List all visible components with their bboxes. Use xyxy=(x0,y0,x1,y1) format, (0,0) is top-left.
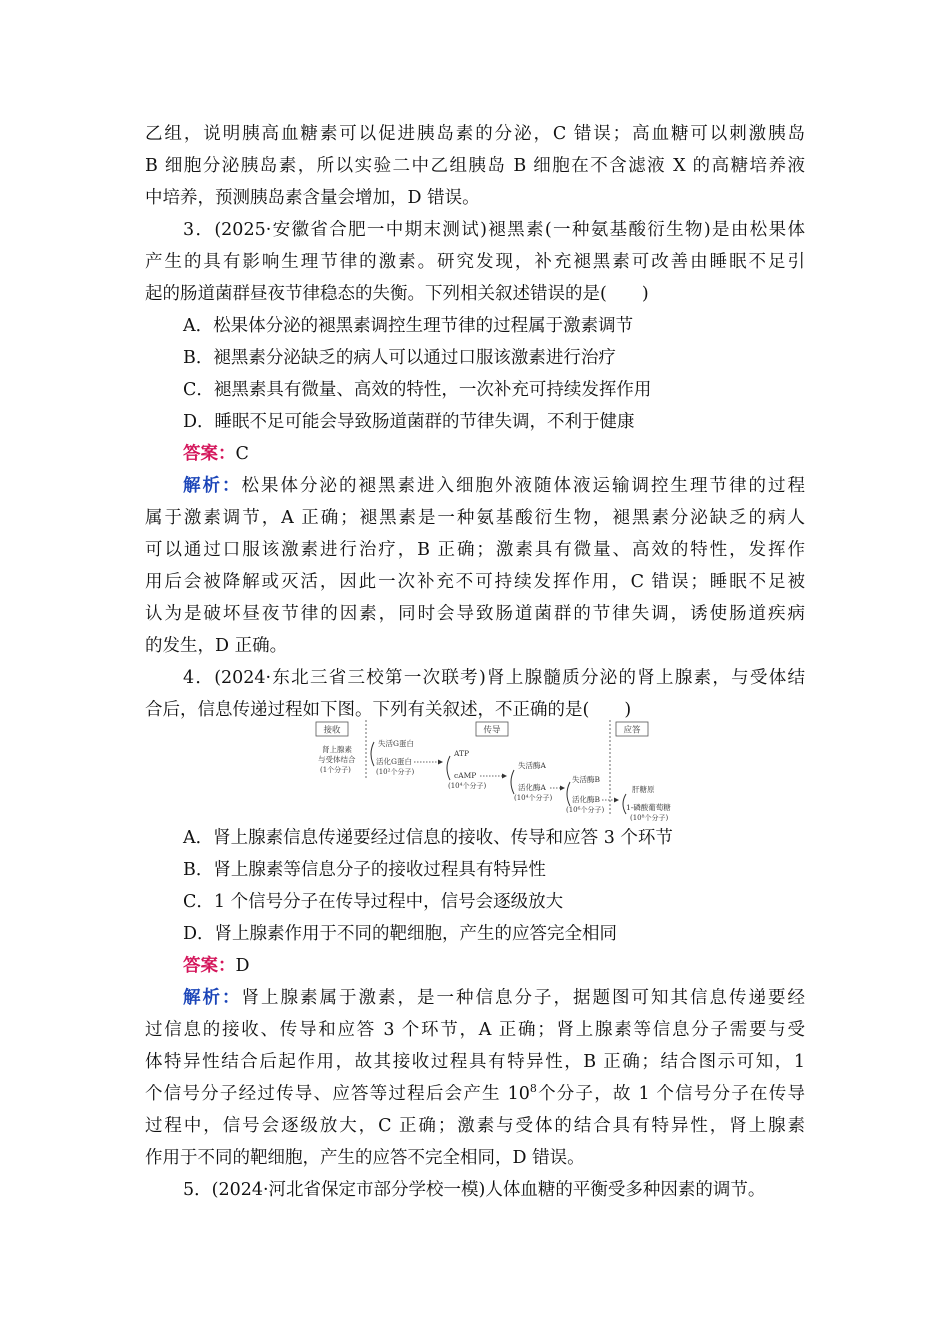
question-4-option-a: A．肾上腺素信息传递要经过信息的接收、传导和应答 3 个环节 xyxy=(183,828,673,848)
camp-label: cAMP xyxy=(454,771,477,780)
enzyme-b-active: 活化酶B xyxy=(572,795,601,804)
question-3-stem: 3．(2025·安徽省合肥一中期末测试)褪黑素(一种氨基酸衍生物)是由松果体 xyxy=(183,220,805,240)
signal-cascade-figure xyxy=(310,718,680,824)
question-4-option-c: C．1 个信号分子在传导过程中，信号会逐级放大 xyxy=(183,892,564,912)
question-3-stem: 产生的具有影响生理节律的激素。研究发现，补充褪黑素可改善由睡眠不足引 xyxy=(145,252,805,272)
question-3-answer xyxy=(183,440,843,468)
bracket-shape xyxy=(567,782,570,806)
explanation-text: 个分子，故 1 个信号分子在传导 xyxy=(536,1084,805,1104)
g1p-label: 1-磷酸葡萄糖 xyxy=(626,803,671,812)
bracket-shape xyxy=(447,756,450,780)
explanation-line: 的发生，D 正确。 xyxy=(145,636,288,656)
question-3-option-d: D．睡眠不足可能会导致肠道菌群的节律失调，不利于健康 xyxy=(183,412,635,432)
explanation-line: 认为是破坏昼夜节律的因素，同时会导致肠道菌群的节律失调，诱使肠道疾病 xyxy=(145,604,805,624)
enzyme-b-count: (10⁶个分子) xyxy=(566,806,605,814)
hormone-label: 肾上腺素 xyxy=(322,745,352,754)
answer-label: 答案： xyxy=(183,956,236,976)
question-4-stem: 4．(2024·东北三省三校第一次联考)肾上腺髓质分泌的肾上腺素，与受体结 xyxy=(183,668,805,688)
question-4-answer xyxy=(183,952,843,980)
question-4-stem: 合后，信息传递过程如下图。下列有关叙述，不正确的是( ) xyxy=(145,700,632,720)
question-3-option-c: C．褪黑素具有微量、高效的特性，一次补充可持续发挥作用 xyxy=(183,380,652,400)
arrow-head xyxy=(502,774,507,779)
explanation-text: 松果体分泌的褪黑素进入细胞外液随体液运输调控生理节律的过程 xyxy=(241,476,805,496)
explanation-line: 体特异性结合后起作用，故其接收过程具有特异性，B 正确；结合图示可知，1 xyxy=(145,1052,805,1072)
enzyme-a-count: (10⁴个分子) xyxy=(514,794,553,802)
arrow-head xyxy=(614,798,619,803)
stage-respond-label: 应答 xyxy=(623,725,641,736)
g1p-count: (10⁸个分子) xyxy=(630,814,669,822)
g-protein-inactive: 失活G蛋白 xyxy=(378,739,414,748)
explanation-label: 解析： xyxy=(183,988,242,1008)
question-4-option-d: D．肾上腺素作用于不同的靶细胞，产生的应答完全相同 xyxy=(183,924,618,944)
answer-label: 答案： xyxy=(183,444,236,464)
explanation-label: 解析： xyxy=(183,476,242,496)
enzyme-a-active: 活化酶A xyxy=(518,783,546,792)
explanation-line: 用后会被降解或灭活，因此一次补充不可持续发挥作用，C 错误；睡眠不足被 xyxy=(145,572,805,592)
text-line: 中培养，预测胰岛素含量会增加，D 错误。 xyxy=(145,188,480,208)
question-3-option-a: A．松果体分泌的褪黑素调控生理节律的过程属于激素调节 xyxy=(183,316,634,336)
bracket-shape xyxy=(371,742,374,766)
explanation-line: 过程中，信号会逐级放大，C 正确；激素与受体的结合具有特异性，肾上腺素 xyxy=(145,1116,805,1136)
arrow-head xyxy=(560,786,565,791)
explanation-line: 属于激素调节，A 正确；褪黑素是一种氨基酸衍生物，褪黑素分泌缺乏的病人 xyxy=(145,508,805,528)
explanation-line: 作用于不同的靶细胞，产生的应答不完全相同，D 错误。 xyxy=(145,1148,585,1168)
atp-label: ATP xyxy=(454,749,470,758)
question-5-stem: 5．(2024·河北省保定市部分学校一模)人体血糖的平衡受多种因素的调节。 xyxy=(183,1180,766,1200)
explanation-text: 个信号分子经过传导、应答等过程后会产生 10 xyxy=(145,1084,530,1104)
camp-count: (10⁴个分子) xyxy=(448,782,487,790)
g-protein-active: 活化G蛋白 xyxy=(376,757,412,766)
stage-conduct-label: 传导 xyxy=(483,725,501,736)
g-protein-count: (10²个分子) xyxy=(376,768,415,776)
question-4-explanation xyxy=(183,984,805,1012)
hormone-count: (1个分子) xyxy=(320,766,351,774)
question-4-option-b: B．肾上腺素等信息分子的接收过程具有特异性 xyxy=(183,860,546,880)
bracket-shape xyxy=(511,770,514,794)
hormone-label: 与受体结合 xyxy=(318,755,356,764)
text-line: 乙组，说明胰高血糖素可以促进胰岛素的分泌，C 错误；高血糖可以刺激胰岛 xyxy=(145,124,805,144)
question-3-stem: 起的肠道菌群昼夜节律稳态的失衡。下列相关叙述错误的是( ) xyxy=(145,284,649,304)
text-line: B 细胞分泌胰岛素，所以实验二中乙组胰岛 B 细胞在不含滤液 X 的高糖培养液 xyxy=(145,156,805,176)
explanation-line: 可以通过口服该激素进行治疗，B 正确；激素具有微量、高效的特性，发挥作 xyxy=(145,540,805,560)
enzyme-a-inactive: 失活酶A xyxy=(518,761,546,770)
question-3-option-b: B．褪黑素分泌缺乏的病人可以通过口服该激素进行治疗 xyxy=(183,348,616,368)
stage-receive-label: 接收 xyxy=(323,725,341,736)
explanation-line xyxy=(145,1080,805,1108)
answer-value: C xyxy=(235,444,249,464)
explanation-line: 过信息的接收、传导和应答 3 个环节，A 正确；肾上腺素等信息分子需要与受 xyxy=(145,1020,805,1040)
enzyme-b-inactive: 失活酶B xyxy=(572,775,601,784)
explanation-text: 肾上腺素属于激素，是一种信息分子，据题图可知其信息传递要经 xyxy=(241,988,805,1008)
arrow-head xyxy=(438,760,443,765)
answer-value: D xyxy=(235,956,250,976)
exponent: 8 xyxy=(529,1082,537,1095)
question-3-explanation xyxy=(183,472,805,500)
glycogen-label: 肝糖原 xyxy=(632,785,655,794)
